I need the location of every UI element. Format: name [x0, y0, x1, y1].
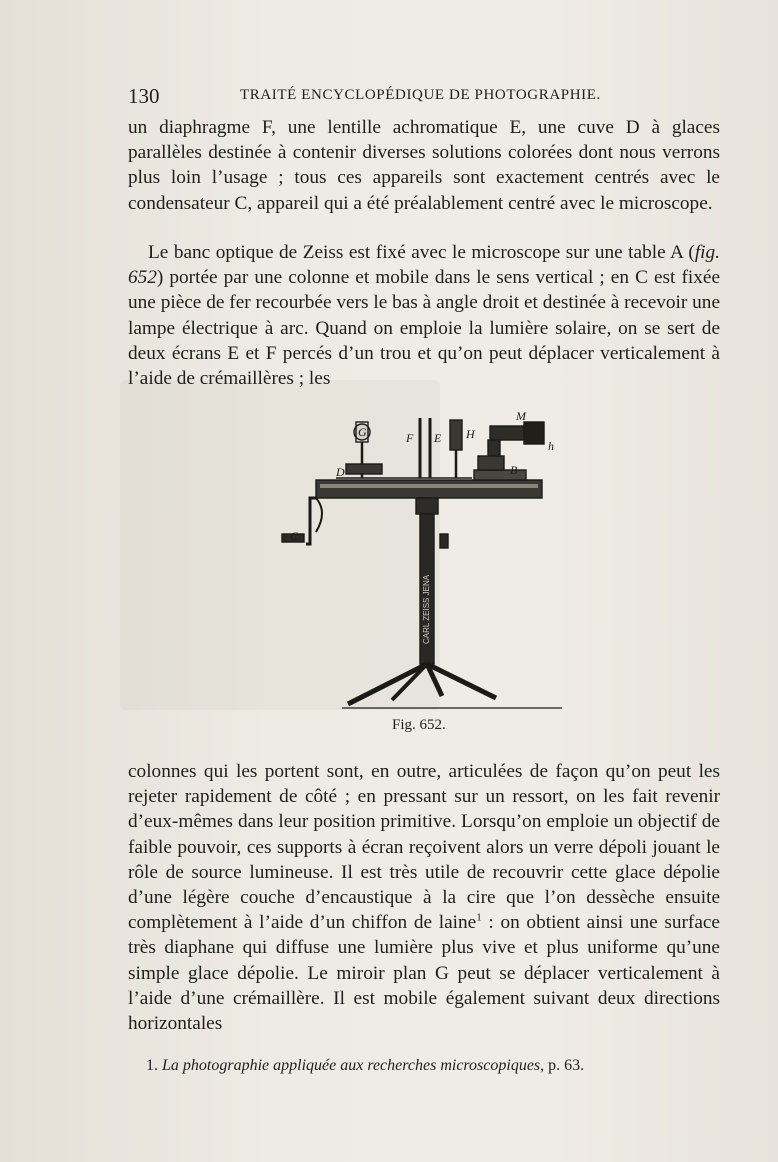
label-h: H	[466, 427, 475, 441]
label-m: M	[516, 409, 526, 423]
optical-bench-engraving	[272, 404, 582, 714]
paragraph-3	[128, 759, 720, 1036]
label-f: F	[406, 431, 414, 445]
label-c: C	[290, 529, 299, 543]
label-g: G	[358, 425, 367, 439]
label-small-h: h	[548, 439, 554, 453]
label-b: B	[510, 463, 518, 477]
paragraph-2-text-b: ) portée par une colonne et mobile dans le sens vertical ; en C est fixée une pièce de fer recourbée vers le bas à angle droit et destinée à recevoir une lampe électrique à arc. Quand on emploie la lumière solaire, on se sert de deux écrans E et F percés d’un trou et qu’on peut déplacer verticalement à l’aide de crémaillères ; les	[128, 267, 720, 390]
page-header	[128, 84, 720, 110]
figure-reference: fig. 652	[128, 242, 720, 289]
label-e: E	[434, 431, 442, 445]
column-stamp: CARL ZEISS JENA	[422, 574, 431, 644]
paragraph-1: un diaphragme F, une lentille achromatique E, une cuve D à glaces parallèles destinée à contenir diverses solutions colorées dont nous verrons plus loin l’usage ; tous ces appareils sont exactement centrés avec le condensateur C, appareil qui a été préalablement centré avec le microscope.	[128, 117, 720, 214]
paragraph-2	[128, 240, 720, 391]
table-top	[316, 480, 542, 498]
footnote-reference[interactable]: 1	[476, 911, 482, 924]
footnote-title: La photographie appliquée aux recherches microscopiques	[162, 1057, 541, 1074]
page-number: 130	[128, 84, 160, 108]
paragraph-3-text-b: : on obtient ainsi une surface très diaphane qui diffuse une lumière plus vive et plus uniforme qu’une simple glace dépolie. Le miroir plan G peut se déplacer verticalement à l’aide d’une crémaillère. Il est mobile également suivant deux directions horizontales	[128, 912, 720, 1035]
figure-652-illustration	[272, 404, 582, 714]
paragraph-3-text-a: colonnes qui les portent sont, en outre, articulées de façon qu’on peut les rejeter rapidement de côté ; en pressant sur un ressort, on les fait revenir d’eux-mêmes dans leur position primitive. Lorsqu’on emploie un objectif de faible pouvoir, ces supports à écran reçoivent alors un verre dépoli jouant le rôle de source lumineuse. Il est très utile de recouvrir cette glace dépolie d’une légère couche d’encaustique à la cire que l’on dessèche ensuite complètement à l’aide d’un chiffon de laine	[128, 761, 720, 934]
footnote	[146, 1057, 584, 1075]
footnote-number: 1.	[146, 1057, 158, 1074]
running-title: TRAITÉ ENCYCLOPÉDIQUE DE PHOTOGRAPHIE.	[240, 87, 601, 103]
paragraph-2-text-a: Le banc optique de Zeiss est fixé avec le microscope sur une table A (	[148, 242, 695, 263]
label-d: D	[336, 465, 345, 479]
figure-caption: Fig. 652.	[392, 717, 446, 733]
footnote-page: , p. 63.	[540, 1057, 585, 1074]
